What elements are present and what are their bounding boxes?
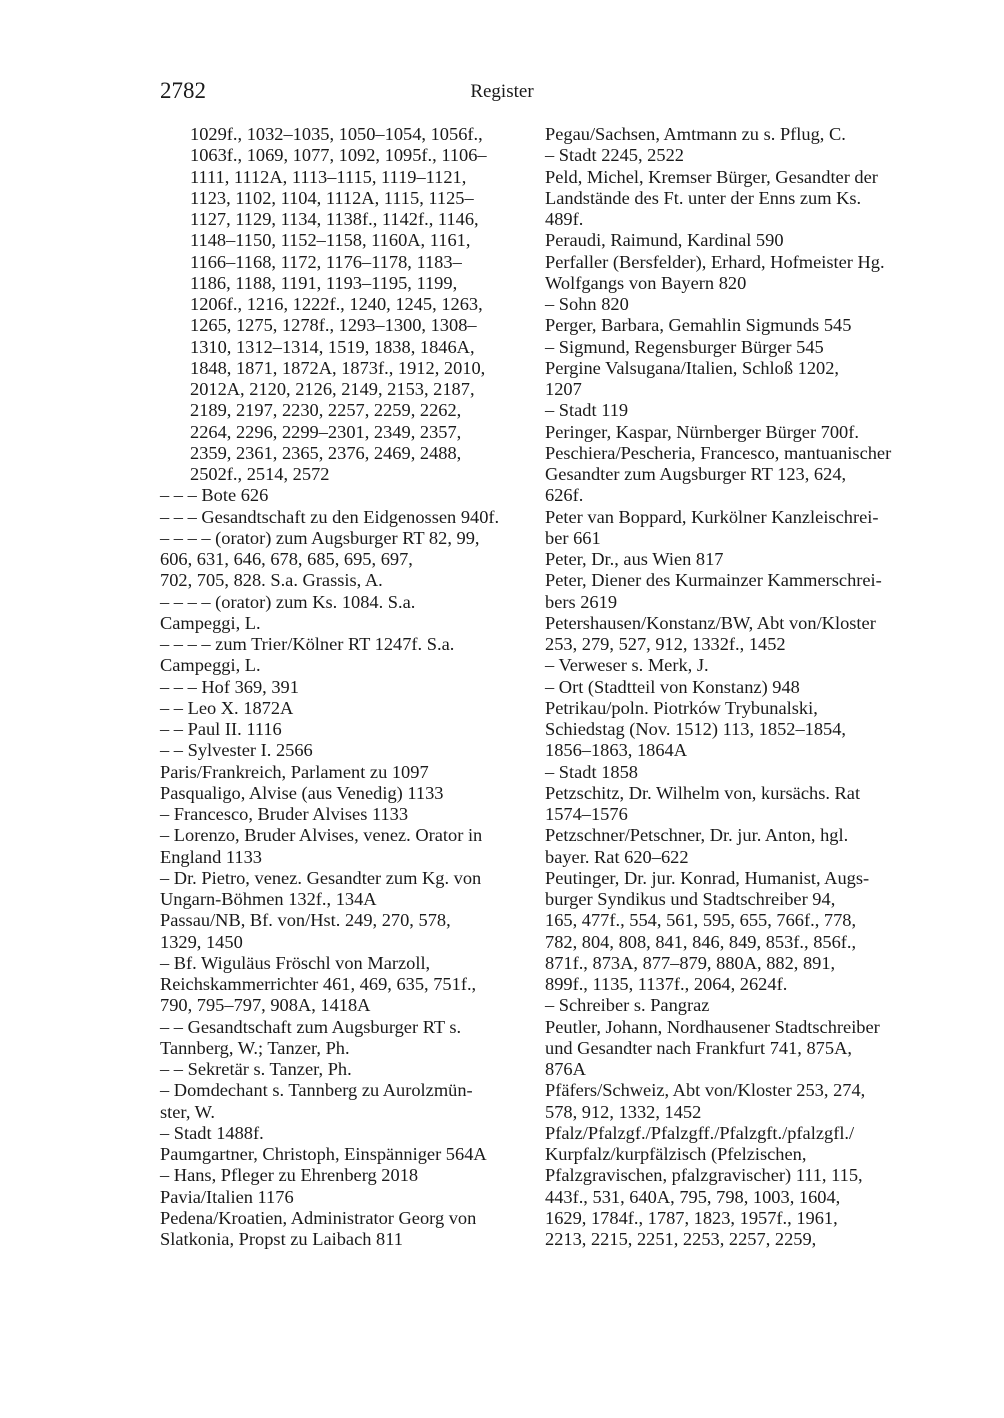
index-entry [545, 995, 917, 1016]
index-entry-line: 165, 477f., 554, 561, 595, 655, 766f., 778, [545, 910, 857, 931]
index-entry-line: 1186, 1188, 1191, 1193–1195, 1199, [190, 272, 458, 293]
index-column-right [545, 124, 917, 1250]
index-entry-line: – Stadt 2245, 2522 [545, 145, 684, 166]
index-entry [545, 145, 917, 166]
index-entry-line: Peutinger, Dr. jur. Konrad, Humanist, Augs- [545, 867, 870, 888]
index-entry-line: – – Sylvester I. 2566 [160, 740, 313, 761]
index-entry [545, 570, 917, 613]
index-entry-line: Peutler, Johann, Nordhausener Stadtschreiber [545, 1016, 880, 1037]
index-entry-line: – Hans, Pfleger zu Ehrenberg 2018 [160, 1165, 419, 1186]
index-entry-line: 1629, 1784f., 1787, 1823, 1957f., 1961, [545, 1207, 838, 1228]
index-entry-line: – – Gesandtschaft zum Augsburger RT s. [160, 1016, 462, 1037]
index-entry-line: Pegau/Sachsen, Amtmann zu s. Pflug, C. [545, 124, 846, 144]
index-entry-line: Perfaller (Bersfelder), Erhard, Hofmeister Hg. [545, 251, 885, 272]
index-entry [160, 1080, 532, 1123]
index-entry-line: – – – Bote 626 [160, 485, 269, 506]
index-entry [160, 1059, 532, 1080]
index-entry-line: Pasqualigo, Alvise (aus Venedig) 1133 [160, 782, 444, 803]
index-entry [160, 825, 532, 868]
index-entry-line: – Stadt 119 [545, 400, 629, 421]
index-entry-line: 253, 279, 527, 912, 1332f., 1452 [545, 634, 786, 654]
index-entry [545, 422, 917, 443]
index-entry-line: – – – – (orator) zum Augsburger RT 82, 99, [160, 527, 480, 548]
index-entry [545, 252, 917, 295]
index-entry-line: – – – – zum Trier/Kölner RT 1247f. S.a. [160, 634, 455, 654]
index-entry-line: Peld, Michel, Kremser Bürger, Gesandter der [545, 166, 878, 187]
index-entry-line: 871f., 873A, 877–879, 880A, 882, 891, [545, 952, 836, 973]
index-entry-line: Campeggi, L. [160, 612, 261, 633]
index-entry-line: Peter, Dr., aus Wien 817 [545, 549, 724, 569]
index-entry [160, 528, 532, 592]
index-entry-line: 1127, 1129, 1134, 1138f., 1142f., 1146, [190, 209, 479, 229]
index-entry-line: 626f. [545, 485, 584, 506]
index-entry-line: Peter, Diener des Kurmainzer Kammerschrei- [545, 570, 882, 591]
index-entry-line: 782, 804, 808, 841, 846, 849, 853f., 856f., [545, 931, 857, 952]
index-entry-line: – Schreiber s. Pangraz [545, 995, 710, 1016]
index-entry-line: 1856–1863, 1864A [545, 740, 688, 761]
index-entry-line: 1148–1150, 1152–1158, 1160A, 1161, [190, 230, 471, 251]
index-entry-line: Pfalzgravischen, pfalzgravischer) 111, 115, [545, 1165, 863, 1186]
index-entry-line: – Stadt 1858 [545, 761, 638, 782]
index-entry-line: – Sohn 820 [545, 294, 629, 314]
index-entry-line: 1265, 1275, 1278f., 1293–1300, 1308– [190, 315, 477, 336]
running-head: Register [470, 81, 534, 102]
index-entry-line: 1029f., 1032–1035, 1050–1054, 1056f., [190, 124, 483, 144]
index-entry [545, 230, 917, 251]
index-entry-line: – – Leo X. 1872A [160, 697, 294, 718]
index-entry-line: Reichskammerrichter 461, 469, 635, 751f., [160, 974, 477, 994]
index-entry [545, 762, 917, 783]
index-entry-line: 1166–1168, 1172, 1176–1178, 1183– [190, 251, 462, 272]
index-entry [545, 613, 917, 656]
index-entry [160, 719, 532, 740]
index-entry [545, 868, 917, 996]
index-entry-line: Pergine Valsugana/Italien, Schloß 1202, [545, 357, 840, 378]
index-entry [160, 868, 532, 911]
index-entry-line: – Dr. Pietro, venez. Gesandter zum Kg. von [160, 867, 482, 888]
index-entry-line: 1063f., 1069, 1077, 1092, 1095f., 1106– [190, 145, 487, 166]
index-entry [160, 124, 532, 485]
index-entry [160, 485, 532, 506]
index-entry-line: – Ort (Stadtteil von Konstanz) 948 [545, 676, 800, 697]
index-entry-line: ber 661 [545, 527, 601, 548]
index-entry-line: Petzschner/Petschner, Dr. jur. Anton, hgl. [545, 825, 849, 846]
index-entry [160, 1017, 532, 1060]
index-entry [160, 1165, 532, 1186]
index-entry-line: Tannberg, W.; Tanzer, Ph. [160, 1037, 350, 1058]
index-entry [160, 507, 532, 528]
index-entry [545, 358, 917, 401]
index-column-left [160, 124, 532, 1250]
index-entry-line: Pedena/Kroatien, Administrator Georg von [160, 1207, 477, 1228]
index-entry-line: 1206f., 1216, 1222f., 1240, 1245, 1263, [190, 294, 483, 314]
index-entry-line: – Bf. Wiguläus Fröschl von Marzoll, [160, 952, 431, 973]
index-entry [160, 804, 532, 825]
index-entry [160, 1144, 532, 1165]
index-entry-line: Passau/NB, Bf. von/Hst. 249, 270, 578, [160, 910, 451, 931]
index-entry-line: Slatkonia, Propst zu Laibach 811 [160, 1229, 403, 1249]
index-entry-line: und Gesandter nach Frankfurt 741, 875A, [545, 1037, 852, 1058]
index-entry-line: Pavia/Italien 1176 [160, 1186, 294, 1207]
index-entry-line: – – Paul II. 1116 [160, 719, 282, 739]
index-entry-line: 2213, 2215, 2251, 2253, 2257, 2259, [545, 1229, 817, 1249]
index-entry-line: 1111, 1112A, 1113–1115, 1119–1121, [190, 166, 467, 187]
index-entry-line: Peschiera/Pescheria, Francesco, mantuanischer [545, 442, 892, 463]
index-entry [545, 677, 917, 698]
index-entry-line: Paumgartner, Christoph, Einspänniger 564A [160, 1144, 487, 1164]
index-entry-line: bayer. Rat 620–622 [545, 846, 689, 867]
index-entry [160, 1208, 532, 1251]
index-entry-line: 1123, 1102, 1104, 1112A, 1115, 1125– [190, 187, 474, 208]
index-entry [545, 337, 917, 358]
index-entry [545, 783, 917, 826]
index-entry [160, 677, 532, 698]
index-entry [160, 634, 532, 677]
index-entry [160, 698, 532, 719]
index-entry-line: 1574–1576 [545, 804, 628, 824]
index-entry [545, 507, 917, 550]
index-entry-line: 1310, 1312–1314, 1519, 1838, 1846A, [190, 336, 475, 357]
index-entry-line: Peter van Boppard, Kurkölner Kanzleischrei- [545, 506, 879, 527]
index-entry-line: – Domdechant s. Tannberg zu Aurolzmün- [160, 1080, 473, 1101]
index-entry-line: 2012A, 2120, 2126, 2149, 2153, 2187, [190, 379, 475, 399]
index-entry-line: Pfalz/Pfalzgf./Pfalzgff./Pfalzgft./pfalzgfl./ [545, 1122, 855, 1143]
index-entry [545, 825, 917, 868]
index-entry [545, 315, 917, 336]
index-entry-line: 1207 [545, 379, 582, 399]
index-entry-line: 702, 705, 828. S.a. Grassis, A. [160, 570, 383, 591]
index-entry [545, 124, 917, 145]
index-entry-line: Wolfgangs von Bayern 820 [545, 272, 747, 293]
index-entry-line: Ungarn-Böhmen 132f., 134A [160, 889, 377, 909]
index-entry-line: – Lorenzo, Bruder Alvises, venez. Orator in [160, 825, 483, 846]
index-entry-line: – Sigmund, Regensburger Bürger 545 [545, 336, 824, 357]
index-entry-line: 2189, 2197, 2230, 2257, 2259, 2262, [190, 400, 462, 421]
index-entry-line: Campeggi, L. [160, 655, 261, 676]
index-entry-line: ster, W. [160, 1101, 215, 1122]
index-entry-line: Peringer, Kaspar, Nürnberger Bürger 700f. [545, 421, 859, 442]
index-entry-line: 578, 912, 1332, 1452 [545, 1101, 702, 1122]
index-entry-line: 2359, 2361, 2365, 2376, 2469, 2488, [190, 442, 462, 463]
index-entry-line: Perger, Barbara, Gemahlin Sigmunds 545 [545, 315, 852, 336]
index-entry-line: England 1133 [160, 846, 262, 867]
index-entry [545, 167, 917, 231]
index-entry [545, 698, 917, 762]
index-entry [160, 740, 532, 761]
index-entry-line: Kurpfalz/kurpfälzisch (Pfelzischen, [545, 1144, 807, 1164]
index-entry-line: Paris/Frankreich, Parlament zu 1097 [160, 761, 429, 782]
index-entry-line: Pfäfers/Schweiz, Abt von/Kloster 253, 274, [545, 1080, 866, 1101]
index-entry [160, 910, 532, 953]
index-entry [160, 592, 532, 635]
index-entry-line: 606, 631, 646, 678, 685, 695, 697, [160, 549, 413, 569]
index-entry-line: – Francesco, Bruder Alvises 1133 [160, 804, 409, 824]
index-entry [545, 1080, 917, 1123]
index-entry-line: Petershausen/Konstanz/BW, Abt von/Kloster [545, 612, 876, 633]
index-entry [160, 953, 532, 1017]
index-entry-line: – – – – (orator) zum Ks. 1084. S.a. [160, 591, 416, 612]
index-entry-line: Petrikau/poln. Piotrków Trybunalski, [545, 697, 818, 718]
index-entry-line: – Verweser s. Merk, J. [545, 655, 709, 676]
index-entry [160, 783, 532, 804]
index-entry [545, 443, 917, 507]
index-entry-line: – – – Gesandtschaft zu den Eidgenossen 940f. [160, 506, 500, 527]
index-entry-line: Landstände des Ft. unter der Enns zum Ks. [545, 187, 862, 208]
index-entry-line: 1848, 1871, 1872A, 1873f., 1912, 2010, [190, 357, 486, 378]
index-entry [545, 294, 917, 315]
index-entry-line: burger Syndikus und Stadtschreiber 94, [545, 889, 836, 909]
index-entry [545, 400, 917, 421]
index-entry-line: Schiedstag (Nov. 1512) 113, 1852–1854, [545, 719, 847, 739]
index-entry [545, 1017, 917, 1081]
index-entry-line: 899f., 1135, 1137f., 2064, 2624f. [545, 974, 788, 994]
index-entry [160, 1187, 532, 1208]
index-entry-line: 2264, 2296, 2299–2301, 2349, 2357, [190, 421, 462, 442]
index-entry-line: 790, 795–797, 908A, 1418A [160, 995, 371, 1016]
index-entry-line: 1329, 1450 [160, 931, 243, 952]
index-entry [545, 549, 917, 570]
index-entry [160, 762, 532, 783]
index-entry-line: 443f., 531, 640A, 795, 798, 1003, 1604, [545, 1186, 841, 1207]
page-number: 2782 [160, 78, 206, 103]
index-entry-line: bers 2619 [545, 591, 618, 612]
index-entry-line: – Stadt 1488f. [160, 1122, 264, 1143]
index-entry-line: – – Sekretär s. Tanzer, Ph. [160, 1059, 352, 1079]
index-entry-line: Peraudi, Raimund, Kardinal 590 [545, 230, 784, 251]
index-entry-line: 2502f., 2514, 2572 [190, 464, 330, 484]
index-entry-line: Gesandter zum Augsburger RT 123, 624, [545, 464, 847, 484]
index-entry [160, 1123, 532, 1144]
index-entry [545, 1123, 917, 1251]
index-entry-line: 489f. [545, 209, 584, 229]
index-entry-line: 876A [545, 1059, 586, 1079]
index-entry-line: – – – Hof 369, 391 [160, 676, 299, 697]
index-entry-line: Petzschitz, Dr. Wilhelm von, kursächs. Rat [545, 782, 861, 803]
index-entry [545, 655, 917, 676]
